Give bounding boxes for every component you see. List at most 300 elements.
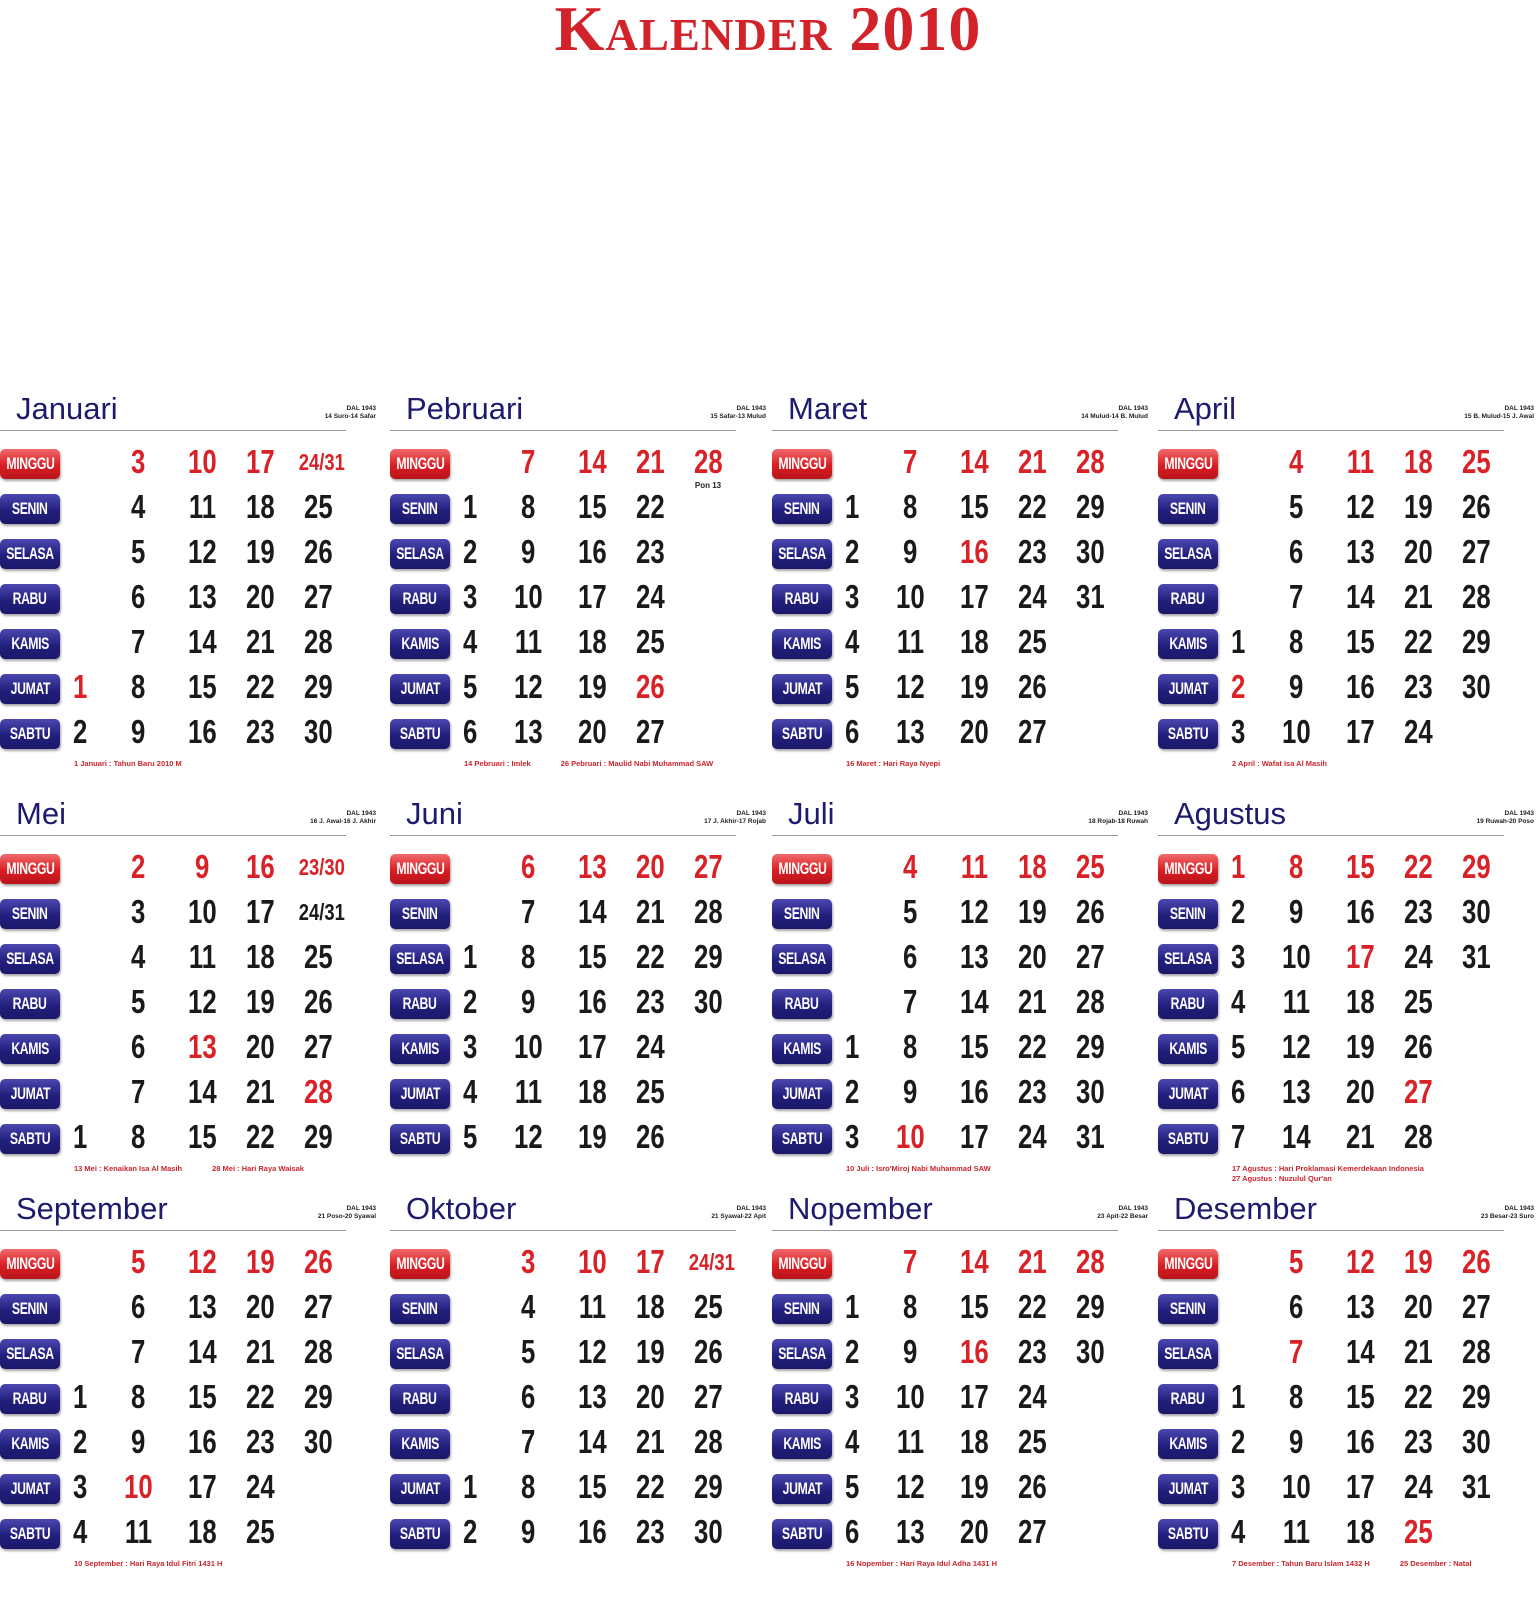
date-number: 25 [635,1073,665,1110]
date-cell [498,1245,558,1279]
weekday-text: SENIN [12,904,48,923]
date-number: 3 [130,893,146,930]
holiday-notes [1232,1559,1534,1568]
weekday-text: KAMIS [11,1039,49,1058]
weekday-text: MINGGU [777,1254,827,1273]
date-cell [880,1515,940,1549]
date-cell [172,1335,232,1369]
double-date-number: 24/31 [688,1249,736,1275]
weekday-text: SENIN [784,499,820,518]
weekday-text: SABTU [1167,724,1209,743]
date-cell [880,1425,940,1459]
date-number: 20 [1403,1288,1433,1325]
date-number: 24 [1017,578,1047,615]
weekday-label-kamis [0,629,60,659]
date-number: 23 [1403,893,1433,930]
weekday-text: SENIN [402,499,438,518]
date-cell [440,715,500,749]
date-cell [108,1030,168,1064]
date-number: 22 [245,668,275,705]
date-cell [1060,895,1120,929]
date-cell [880,535,940,569]
date-number: 26 [1017,1468,1047,1505]
date-number: 9 [902,1333,918,1370]
date-number: 5 [1230,1028,1246,1065]
holiday-notes [464,759,766,768]
date-cell [108,1290,168,1324]
date-number: 4 [1230,983,1246,1020]
date-number: 12 [577,1333,607,1370]
date-number: 18 [245,488,275,525]
date-cell [1266,1380,1326,1414]
date-number: 21 [1017,1243,1047,1280]
weekday-label-minggu [0,854,60,884]
date-number: 1 [1230,623,1246,660]
date-number: 7 [1288,1333,1304,1370]
date-cell [944,1335,1004,1369]
weekday-text: SENIN [1170,499,1206,518]
month-name: Agustus [1174,796,1287,831]
date-number: 30 [1461,668,1491,705]
weekday-label-selasa [1158,539,1218,569]
date-number: 10 [123,1468,153,1505]
date-number: 15 [1345,848,1375,885]
date-cell [620,1120,680,1154]
date-cell [108,1075,168,1109]
date-number: 10 [1281,938,1311,975]
date-cell [944,1470,1004,1504]
date-number: 12 [513,1118,543,1155]
date-number: 7 [520,1423,536,1460]
weekday-text: MINGGU [395,859,445,878]
date-cell [1060,985,1120,1019]
date-cell [288,940,348,974]
weekday-text: RABU [1171,1389,1205,1408]
date-number: 19 [1345,1028,1375,1065]
date-number: 17 [1345,938,1375,975]
weekday-text: JUMAT [1168,1084,1208,1103]
date-number: 26 [635,1118,665,1155]
holiday-notes [846,1559,1148,1568]
date-cell [1002,715,1062,749]
date-number: 24 [1017,1378,1047,1415]
date-cell [1330,625,1390,659]
date-number: 2 [72,713,88,750]
date-number: 28 [1075,983,1105,1020]
date-cell [1446,625,1506,659]
date-cell [172,940,232,974]
date-number: 12 [959,893,989,930]
holiday-note: 27 Agustus : Nuzulul Qur'an [1232,1174,1332,1183]
month-name: Maret [788,391,868,426]
weekday-text: RABU [403,589,437,608]
date-cell [1446,895,1506,929]
javanese-months: 18 Rojab-18 Ruwah [1088,818,1148,825]
date-cell [230,1380,290,1414]
weekday-label-senin [0,899,60,929]
date-cell [880,625,940,659]
date-cell [620,490,680,524]
date-cell [678,1380,738,1414]
date-cell [288,985,348,1019]
date-cell [1002,940,1062,974]
header-divider [1158,835,1504,836]
date-number: 1 [72,668,88,705]
header-divider [390,1230,736,1231]
date-number: 16 [1345,668,1375,705]
date-cell [880,895,940,929]
date-number: 18 [577,623,607,660]
date-number: 3 [1230,938,1246,975]
holiday-note: 1 Januari : Tahun Baru 2010 M [74,759,182,768]
date-cell [944,580,1004,614]
date-cell [1266,1075,1326,1109]
weekday-text: MINGGU [777,454,827,473]
date-cell [172,985,232,1019]
date-number: 4 [520,1288,536,1325]
date-number: 29 [693,938,723,975]
weekday-text: KAMIS [1169,1434,1207,1453]
dal-year: DAL 1943 [1504,810,1534,817]
header-divider [390,835,736,836]
weekday-text: SABTU [1167,1129,1209,1148]
date-cell [172,895,232,929]
weekday-label-selasa [1158,1339,1218,1369]
date-cell [880,1290,940,1324]
date-cell [1002,895,1062,929]
date-number: 22 [245,1378,275,1415]
javanese-calendar-info [1081,405,1148,421]
weekday-text: SELASA [778,949,826,968]
date-cell [108,1245,168,1279]
month-name: Juli [788,796,835,831]
date-number: 10 [895,578,925,615]
date-number: 2 [1230,668,1246,705]
date-number: 7 [130,1333,146,1370]
date-number: 20 [1017,938,1047,975]
date-cell [822,670,882,704]
date-number: 21 [245,623,275,660]
holiday-notes [1232,759,1534,768]
date-cell [288,1120,348,1154]
date-cell [822,1030,882,1064]
date-cell [288,490,348,524]
date-cell [822,1120,882,1154]
pasaran-note: Pon 13 [694,481,722,490]
date-number: 21 [245,1333,275,1370]
date-number: 5 [844,1468,860,1505]
date-number: 18 [245,938,275,975]
weekday-label-minggu [772,449,832,479]
date-number: 9 [902,533,918,570]
weekday-label-senin [390,899,450,929]
date-number: 26 [303,1243,333,1280]
date-number: 8 [130,1118,146,1155]
date-cell [440,535,500,569]
weekday-text: SENIN [1170,1299,1206,1318]
holiday-note: 2 April : Wafat Isa Al Masih [1232,759,1328,768]
date-number: 20 [959,713,989,750]
date-number: 12 [187,983,217,1020]
date-number: 4 [462,623,478,660]
date-number: 5 [130,983,146,1020]
header-divider [1158,1230,1504,1231]
date-number: 6 [1288,1288,1304,1325]
date-number: 4 [462,1073,478,1110]
date-cell [1060,1030,1120,1064]
date-number: 9 [1288,1423,1304,1460]
date-cell [172,670,232,704]
date-cell [822,535,882,569]
date-number: 30 [303,1423,333,1460]
dal-year: DAL 1943 [1118,405,1148,412]
date-number: 4 [130,938,146,975]
holiday-note: 13 Mei : Kenaikan Isa Al Masih [74,1164,183,1173]
date-cell [1266,1245,1326,1279]
date-number: 6 [130,1028,146,1065]
date-cell [944,1380,1004,1414]
date-cell [1388,625,1448,659]
date-number: 6 [520,848,536,885]
weekday-text: SENIN [12,499,48,518]
date-cell [1388,490,1448,524]
date-number: 24 [1403,938,1433,975]
date-cell [944,625,1004,659]
weekday-text: RABU [785,589,819,608]
date-cell [108,1515,168,1549]
date-number: 25 [1017,623,1047,660]
date-number: 18 [1345,1513,1375,1550]
date-cell [1446,445,1506,479]
holiday-note: 16 Maret : Hari Raya Nyepi [846,759,941,768]
date-cell [1002,1075,1062,1109]
weekday-text: SELASA [396,544,444,563]
month-name: April [1174,391,1237,426]
date-cell [620,580,680,614]
date-cell [108,445,168,479]
date-cell [1388,535,1448,569]
date-cell [1060,850,1120,884]
date-number: 14 [1345,578,1375,615]
date-cell [944,1030,1004,1064]
date-cell [1060,535,1120,569]
date-number: 14 [959,1243,989,1280]
date-number: 3 [520,1243,536,1280]
date-cell [108,850,168,884]
date-cell [562,985,622,1019]
date-cell [440,1470,500,1504]
date-number: 12 [895,668,925,705]
date-cell [1266,1030,1326,1064]
date-cell [1330,670,1390,704]
date-cell [50,1515,110,1549]
date-cell [1266,715,1326,749]
date-cell [620,940,680,974]
date-cell [1388,670,1448,704]
date-cell [944,490,1004,524]
date-number: 2 [462,533,478,570]
dal-year: DAL 1943 [1118,810,1148,817]
dal-year: DAL 1943 [1504,1205,1534,1212]
date-cell [230,715,290,749]
weekday-text: SABTU [399,1129,441,1148]
date-number: 29 [303,1118,333,1155]
date-cell [1388,1380,1448,1414]
weekday-label-selasa [390,1339,450,1369]
date-number: 5 [462,1118,478,1155]
date-number: 19 [959,668,989,705]
javanese-months: 21 Syawal-22 Apit [711,1213,766,1220]
date-number: 5 [1288,1243,1304,1280]
date-number: 28 [1461,1333,1491,1370]
date-cell [172,535,232,569]
date-number: 18 [959,623,989,660]
date-number: 16 [187,1423,217,1460]
date-number: 26 [635,668,665,705]
date-cell [678,1470,738,1504]
date-cell [288,1335,348,1369]
date-cell [822,1470,882,1504]
date-number: 2 [844,1073,860,1110]
javanese-months: 14 Mulud-14 B. Mulud [1081,413,1148,420]
date-cell [822,625,882,659]
date-cell [822,490,882,524]
date-cell [562,670,622,704]
date-number: 20 [635,848,665,885]
date-cell [944,1290,1004,1324]
date-number: 3 [1230,713,1246,750]
date-number: 27 [1461,1288,1491,1325]
date-number: 26 [303,983,333,1020]
weekday-text: KAMIS [783,1039,821,1058]
month-name: Januari [16,391,118,426]
javanese-calendar-info [310,810,376,826]
date-number: 9 [520,533,536,570]
date-number: 3 [844,1378,860,1415]
holiday-notes [74,759,376,768]
date-cell [1266,580,1326,614]
date-number: 18 [959,1423,989,1460]
date-cell [822,1425,882,1459]
date-number: 19 [1017,893,1047,930]
month-pebruari [390,391,766,795]
weekday-text: MINGGU [777,859,827,878]
date-cell [1388,1425,1448,1459]
date-cell [172,1290,232,1324]
header-divider [0,835,346,836]
date-number: 23 [635,1513,665,1550]
date-cell [822,1380,882,1414]
date-cell [1208,1425,1268,1459]
date-cell [1266,1120,1326,1154]
date-cell [50,1470,110,1504]
double-date-cell [292,445,352,479]
date-number: 9 [1288,893,1304,930]
date-cell [562,1290,622,1324]
date-number: 24 [1403,1468,1433,1505]
date-number: 17 [959,578,989,615]
date-number: 13 [1281,1073,1311,1110]
date-number: 11 [1346,443,1374,480]
weekday-text: RABU [13,589,47,608]
date-number: 12 [513,668,543,705]
date-number: 20 [245,578,275,615]
date-cell [50,1120,110,1154]
weekday-label-jumat [0,1079,60,1109]
date-number: 20 [245,1288,275,1325]
date-number: 17 [187,1468,217,1505]
date-cell [1388,985,1448,1019]
date-cell [440,625,500,659]
javanese-calendar-info [325,405,376,421]
date-cell [944,1515,1004,1549]
date-cell [1060,1120,1120,1154]
javanese-calendar-info [710,405,766,421]
date-number: 30 [1075,533,1105,570]
weekday-label-minggu [390,1249,450,1279]
date-cell [1060,1290,1120,1324]
date-number: 12 [1281,1028,1311,1065]
date-number: 15 [187,668,217,705]
date-cell [1266,895,1326,929]
date-number: 22 [635,1468,665,1505]
date-cell [172,715,232,749]
weekday-text: RABU [403,1389,437,1408]
date-cell [880,580,940,614]
date-cell [822,1515,882,1549]
weekday-text: SABTU [1167,1524,1209,1543]
date-number: 9 [130,713,146,750]
date-cell [678,445,738,479]
weekday-text: SENIN [784,904,820,923]
date-cell [108,940,168,974]
date-number: 16 [577,533,607,570]
date-cell [498,490,558,524]
month-nopember [772,1191,1148,1595]
date-cell [1002,1290,1062,1324]
date-number: 6 [1288,533,1304,570]
date-number: 18 [187,1513,217,1550]
date-cell [288,1380,348,1414]
date-cell [562,1335,622,1369]
date-number: 2 [1230,1423,1246,1460]
weekday-text: KAMIS [401,634,439,653]
date-cell [880,1120,940,1154]
date-cell [944,445,1004,479]
date-cell [498,1030,558,1064]
date-number: 1 [72,1118,88,1155]
date-number: 19 [245,1243,275,1280]
month-maret [772,391,1148,795]
javanese-months: 15 B. Mulud-15 J. Awal [1464,413,1534,420]
date-number: 4 [844,623,860,660]
date-cell [562,1120,622,1154]
date-cell [172,1425,232,1459]
date-number: 31 [1075,578,1105,615]
date-number: 27 [303,578,333,615]
date-cell [1208,1380,1268,1414]
weekday-text: SABTU [399,1524,441,1543]
month-name: September [16,1191,168,1226]
date-number: 23 [1017,1073,1047,1110]
weekday-text: SELASA [6,544,54,563]
date-number: 1 [462,938,478,975]
date-number: 20 [1403,533,1433,570]
date-cell [620,1290,680,1324]
date-number: 25 [1017,1423,1047,1460]
dal-year: DAL 1943 [346,810,376,817]
date-cell [1388,1290,1448,1324]
